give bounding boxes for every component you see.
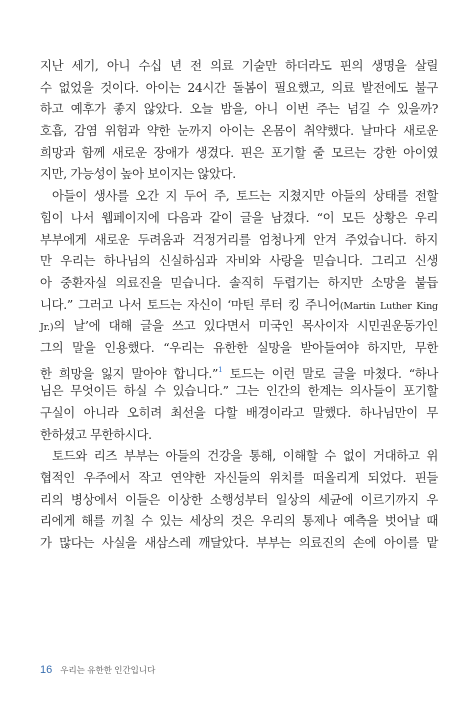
text-line: 토드와 리즈 부부는 아들의 건강을 통해, 이해할 수 없이 거대하고 위 <box>52 448 438 464</box>
text-line: 리의 병상에서 이들은 이상한 소행성부터 일상의 세균에 이르기까지 우 <box>40 491 438 507</box>
text-line: 지난 세기, 아니 수십 년 전 의료 기술만 하더라도 핀의 생명을 살릴 <box>40 58 438 73</box>
text-line: 만 우리는 하나님의 신실하심과 자비와 사랑을 믿습니다. 그리고 신생 <box>40 253 438 269</box>
text-line: 힘이 나서 웹페이지에 다음과 같이 글을 남겼다. “이 모든 상황은 우리 <box>40 209 438 225</box>
text-line <box>40 315 438 337</box>
text-line: 호흡, 감염 위험과 약한 눈까지 아이는 온몸이 취약했다. 날마다 새로운 <box>40 123 438 139</box>
text-line: 그의 말을 인용했다. “우리는 유한한 실망을 받아들여야 하지만, 무한 <box>40 339 438 355</box>
text-line: 아 중환자실 의료진을 믿습니다. 솔직히 두렵기는 하지만 소망을 붙듭 <box>40 274 438 290</box>
line-segment: 의 날’에 대해 글을 쓰고 있다면서 미국인 목사이자 시민권운동가인 <box>53 318 438 334</box>
text-line: 가 많다는 사실을 새삼스레 깨달았다. 부부는 의료진의 손에 아이를 맡 <box>40 535 438 551</box>
text-line: 협적인 우주에서 작고 연약한 자신들의 위치를 떠올리게 되었다. 핀들 <box>40 470 438 486</box>
body-text <box>40 55 438 554</box>
text-line: 부부에게 새로운 두려움과 걱정거리를 엄청나게 안겨 주었습니다. 하지 <box>40 231 438 247</box>
text-line: 수 없었을 것이다. 아이는 24시간 돌봄이 필요했고, 의료 발전에도 불구 <box>40 79 438 95</box>
text-line: 희망과 함께 새로운 장애가 생겼다. 핀은 포기할 줄 모르는 강한 아이였 <box>40 144 438 160</box>
line-segment: 토드는 이런 말로 글을 마쳤다. “하나 <box>222 365 438 381</box>
footnote-marker[interactable]: 1 <box>217 364 223 374</box>
text-line <box>40 359 438 381</box>
page-footer <box>40 664 155 680</box>
english-name: (Martin Luther King <box>339 300 438 312</box>
page-number: 16 <box>40 664 53 676</box>
line-segment: 니다.” 그러고 나서 토드는 자신이 ‘마틴 루터 킹 주니어 <box>40 296 340 312</box>
english-name: Jr.) <box>40 322 54 334</box>
text-line: 하고 예후가 좋지 않았다. 오늘 밤을, 아니 이번 주는 넘길 수 있을까? <box>40 101 438 117</box>
running-title: 우리는 유한한 인간입니다 <box>60 665 156 675</box>
text-line: 지만, 가능성이 높아 보이지는 않았다. <box>40 166 236 182</box>
text-line: 아들이 생사를 오간 지 두어 주, 토드는 지쳤지만 아들의 상태를 전할 <box>52 188 438 204</box>
line-segment: 한 희망을 잃지 말아야 합니다.” <box>40 365 218 381</box>
text-line: 구실이 아니라 오히려 최선을 다할 배경이라고 말했다. 하나님만이 무 <box>40 405 438 420</box>
text-line <box>40 294 438 316</box>
text-line: 한하셨고 무한하시다. <box>40 426 152 442</box>
text-line: 님은 무엇이든 하실 수 있습니다.” 그는 인간의 한계는 의사들이 포기할 <box>40 383 438 399</box>
text-line: 리에게 해를 끼칠 수 있는 세상의 것은 우리의 통제나 예측을 벗어날 때 <box>40 513 438 529</box>
